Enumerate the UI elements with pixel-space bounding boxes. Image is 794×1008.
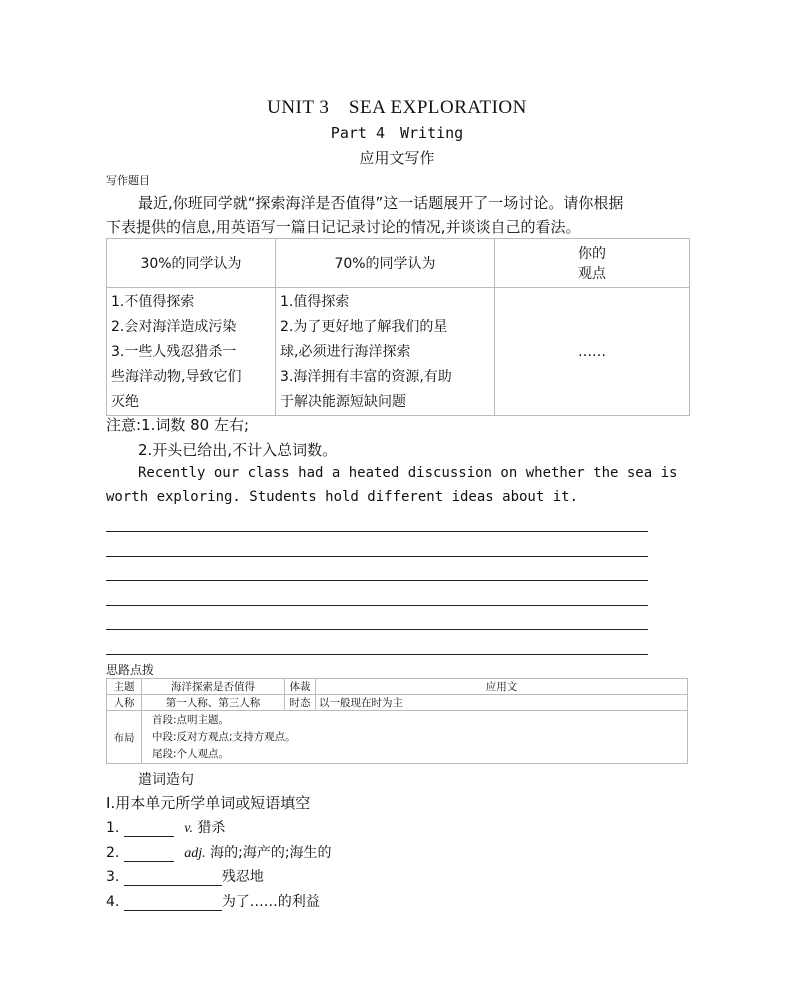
col-your-view	[495, 288, 690, 416]
note-line2: 2.开头已给出,不计入总词数。	[138, 441, 338, 459]
writing-line[interactable]	[106, 531, 648, 532]
header-your-view	[495, 239, 690, 288]
list-item: 灭绝	[111, 394, 139, 410]
opinion-table-body	[107, 288, 690, 416]
table-cell: 布局	[107, 711, 142, 764]
layout-cell	[142, 711, 688, 764]
list-item: 3.一些人残忍猎杀一	[111, 344, 237, 360]
col-70-percent	[276, 288, 495, 416]
layout-line: 首段:点明主题。	[152, 713, 230, 726]
unit-title: UNIT 3 SEA EXPLORATION	[267, 97, 527, 118]
header-your-view-line2: 观点	[578, 266, 606, 282]
list-item: 2.会对海洋造成污染	[111, 319, 237, 335]
table-cell: 应用文	[316, 679, 688, 695]
writing-line[interactable]	[106, 556, 648, 557]
answer-blank[interactable]	[124, 869, 222, 886]
header-70-percent: 70%的同学认为	[276, 239, 495, 288]
list-item: 1.值得探索	[280, 294, 350, 310]
layout-line: 尾段:个人观点。	[152, 747, 230, 760]
list-item: 1.不值得探索	[111, 294, 195, 310]
meaning: 猎杀	[197, 820, 226, 836]
table-row	[107, 695, 688, 711]
task-label: 写作题目	[106, 174, 150, 187]
layout-line: 中段:反对方观点;支持方观点。	[152, 730, 296, 743]
table-row	[107, 679, 688, 695]
opinion-table-header	[107, 239, 690, 288]
header-your-view-line1: 你的	[578, 246, 606, 262]
opinion-table	[106, 238, 690, 416]
table-cell: 以一般现在时为主	[316, 695, 688, 711]
opening-line1: Recently our class had a heated discussion on whether the sea is	[138, 465, 678, 481]
table-cell: 第一人称、第三人称	[142, 695, 285, 711]
answer-blank[interactable]	[124, 845, 174, 862]
list-item: 2.为了更好地了解我们的星	[280, 319, 448, 335]
meaning: 海的;海产的;海生的	[210, 845, 332, 861]
part-title: Part 4 Writing	[330, 124, 464, 142]
list-item: 3.海洋拥有丰富的资源,有助	[280, 369, 452, 385]
guide-table	[106, 678, 688, 764]
vocab-section-title: Ⅰ.用本单元所学单词或短语填空	[106, 794, 311, 812]
answer-blank[interactable]	[124, 894, 222, 911]
part-of-speech: v.	[184, 821, 193, 836]
answer-blank[interactable]	[124, 820, 174, 837]
task-prompt-line1: 最近,你班同学就“探索海洋是否值得”这一话题展开了一场讨论。请你根据	[138, 194, 624, 212]
part-of-speech: adj.	[184, 846, 206, 861]
table-cell: 主题	[107, 679, 142, 695]
item-number: 4.	[106, 894, 120, 910]
exercise-item-3	[106, 866, 264, 886]
note-line1: 注意:1.词数 80 左右;	[106, 416, 250, 434]
table-row	[107, 711, 688, 764]
your-view-placeholder: ……	[578, 343, 606, 360]
header-30-percent: 30%的同学认为	[107, 239, 276, 288]
section-subtitle: 应用文写作	[359, 149, 435, 167]
task-prompt-line2: 下表提供的信息,用英语写一篇日记记录讨论的情况,并谈谈自己的看法。	[106, 218, 581, 236]
vocab-heading: 遣词造句	[138, 772, 194, 788]
exercise-item-2	[106, 842, 332, 862]
meaning: 残忍地	[221, 869, 264, 885]
writing-line[interactable]	[106, 605, 648, 606]
writing-line[interactable]	[106, 654, 648, 655]
exercise-item-4	[106, 891, 320, 911]
item-number: 3.	[106, 869, 120, 885]
writing-line[interactable]	[106, 629, 648, 630]
writing-line[interactable]	[106, 580, 648, 581]
guide-label: 思路点拨	[106, 663, 155, 677]
table-cell: 人称	[107, 695, 142, 711]
item-number: 2.	[106, 845, 120, 861]
meaning: 为了……的利益	[221, 894, 320, 910]
col-30-percent	[107, 288, 276, 416]
opening-line2: worth exploring. Students hold different ideas about it.	[106, 489, 579, 505]
list-item: 于解决能源短缺问题	[280, 394, 406, 410]
list-item: 球,必须进行海洋探索	[280, 344, 411, 360]
exercise-item-1	[106, 817, 225, 837]
list-item: 些海洋动物,导致它们	[111, 369, 242, 385]
item-number: 1.	[106, 820, 120, 836]
table-cell: 体裁	[285, 679, 316, 695]
table-cell: 时态	[285, 695, 316, 711]
table-cell: 海洋探索是否值得	[142, 679, 285, 695]
